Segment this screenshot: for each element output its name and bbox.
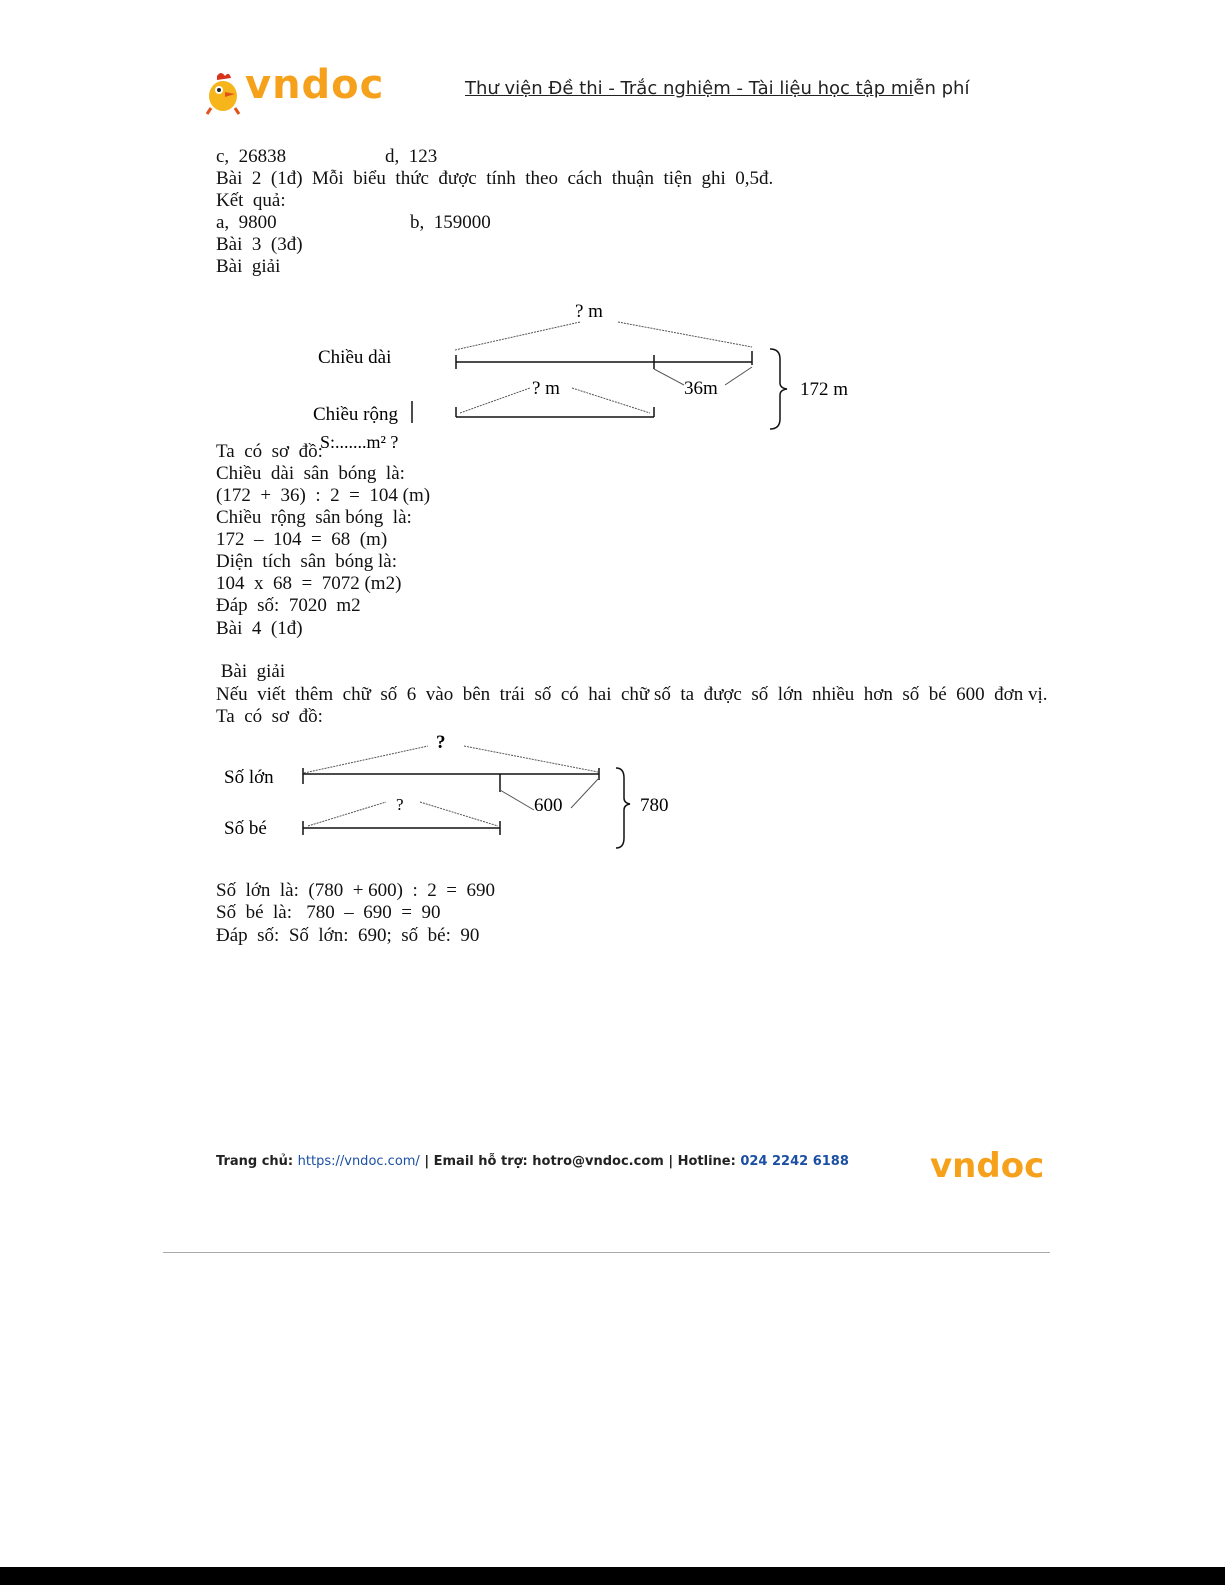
problem-statement: Nếu viết thêm chữ số 6 vào bên trái số có hai chữ số ta được số lớn nhiều hơn số bé 600 đơn vị. (216, 684, 1048, 705)
home-label: Trang chủ: (216, 1154, 298, 1169)
length-calc: (172 + 36) : 2 = 104 (m) (216, 485, 431, 506)
result-b: b, 159000 (410, 212, 491, 233)
page-footer (216, 1154, 849, 1169)
width-calc: 172 – 104 = 68 (m) (216, 529, 388, 550)
diagram1-brace (770, 349, 787, 429)
diagram-intro-4: Ta có sơ đồ: (216, 706, 323, 727)
diagram1-row2-label: Chiều rộng (313, 404, 398, 425)
diagram2-brace (616, 768, 630, 848)
diagram1-top-label: ? m (575, 301, 603, 322)
exercise-2-heading: Bài 2 (1đ) Mỗi biểu thức được tính theo cách thuận tiện ghi 0,5đ. (216, 168, 774, 189)
result-a: a, 9800 (216, 212, 277, 233)
small-number-calc: Số bé là: 780 – 690 = 90 (216, 902, 441, 923)
diagram-intro: Ta có sơ đồ: (216, 441, 323, 462)
exercise-4-heading: Bài 4 (1đ) (216, 618, 303, 639)
footer-contact: | Email hỗ trợ: hotro@vndoc.com | Hotline: (419, 1154, 741, 1169)
solution-label-4: Bài giải (216, 661, 286, 682)
numbers-diagram (216, 728, 696, 853)
diagram2-top-label: ? (436, 732, 446, 753)
field-diagram (300, 295, 880, 455)
area-heading: Diện tích sân bóng là: (216, 551, 397, 572)
logo-wordmark: vndoc (245, 62, 385, 108)
tagline-underlined: Thư viện Đề thi - Trắc nghiệm - Tài liệu học tập mi (465, 78, 914, 99)
width-heading: Chiều rộng sân bóng là: (216, 507, 412, 528)
bottom-bar (0, 1567, 1225, 1585)
page-header (0, 0, 1225, 130)
diagram2-inner-label: ? (396, 795, 404, 814)
diagram1-area-label: S:.......m² ? (320, 432, 399, 452)
footer-logo[interactable]: vndoc (930, 1146, 1045, 1186)
diagram2-total-label: 780 (640, 795, 669, 816)
diagram2-row1-label: Số lớn (224, 767, 274, 788)
result-label: Kết quả: (216, 190, 286, 211)
exercise-3-heading: Bài 3 (3đ) (216, 234, 303, 255)
diagram1-inner-label: ? m (532, 378, 560, 399)
answer-3: Đáp số: 7020 m2 (216, 595, 361, 616)
area-calc: 104 x 68 = 7072 (m2) (216, 573, 402, 594)
hotline-number[interactable]: 024 2242 6188 (740, 1154, 849, 1169)
solution-label: Bài giải (216, 256, 281, 277)
diagram1-diff-label: 36m (684, 378, 718, 399)
answer-d: d, 123 (385, 146, 438, 167)
vndoc-logo[interactable] (203, 62, 385, 118)
diagram1-row1-label: Chiều dài (318, 347, 392, 368)
diagram2-row2-label: Số bé (224, 818, 267, 839)
home-link[interactable]: https://vndoc.com/ (297, 1154, 420, 1169)
answer-c: c, 26838 (216, 146, 287, 167)
large-number-calc: Số lớn là: (780 + 600) : 2 = 690 (216, 880, 495, 901)
header-tagline (465, 78, 969, 99)
diagram1-total-label: 172 m (800, 379, 849, 400)
page-divider (163, 1252, 1050, 1253)
diagram2-diff-label: 600 (534, 795, 563, 816)
length-heading: Chiều dài sân bóng là: (216, 463, 405, 484)
mascot-icon (203, 68, 243, 116)
answer-4: Đáp số: Số lớn: 690; số bé: 90 (216, 925, 480, 946)
tagline-rest: ễn phí (913, 78, 970, 99)
